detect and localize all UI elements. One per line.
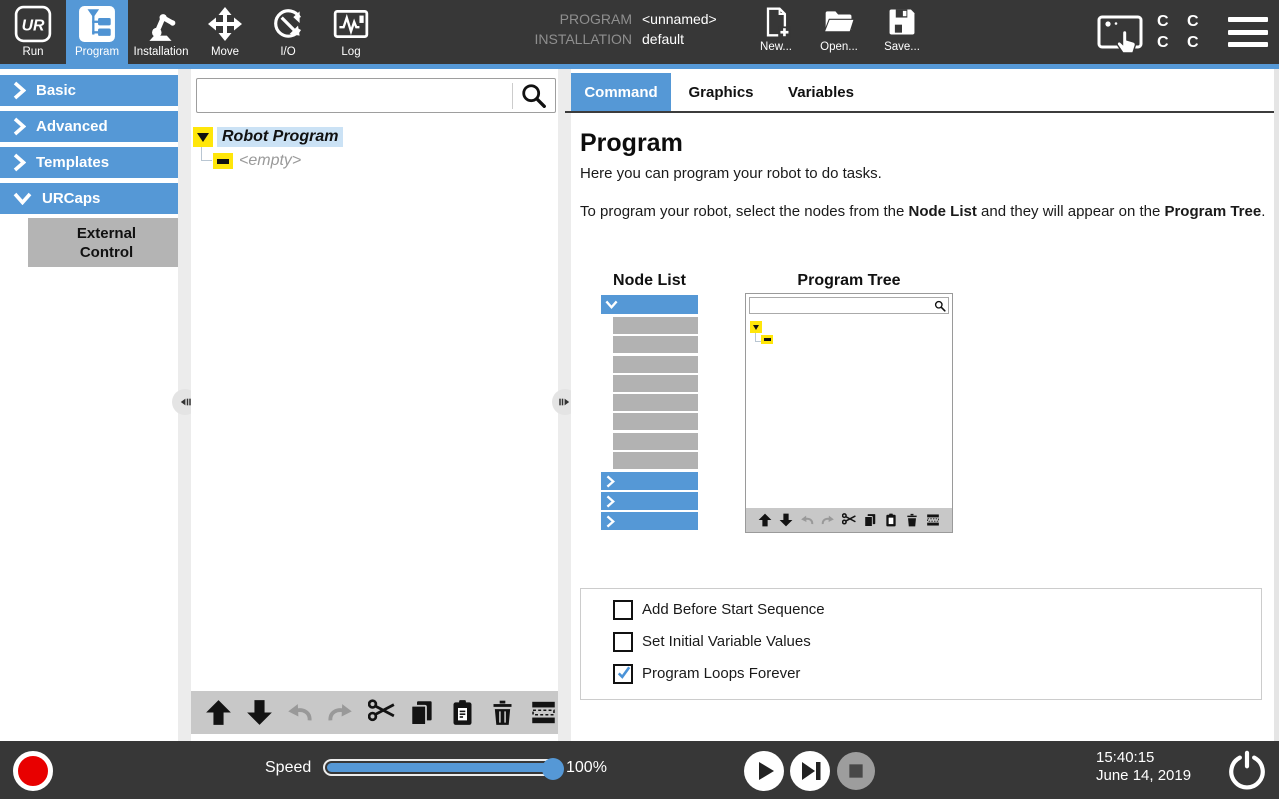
sidebar-item-templates[interactable] <box>0 147 183 178</box>
node-list-caption: Node List <box>613 272 686 289</box>
nav-run-label: Run <box>22 46 44 58</box>
undo-button <box>285 698 315 728</box>
chevron-down-icon <box>605 300 618 309</box>
shutdown-button[interactable] <box>1226 750 1268 792</box>
date-text: June 14, 2019 <box>1096 767 1192 784</box>
external-control-label: External Control <box>76 224 137 261</box>
illustration-node-row <box>613 336 698 353</box>
illustration-category-collapsed <box>601 512 698 530</box>
illustration-toolbar <box>746 508 952 532</box>
ur-logo-icon <box>14 3 52 45</box>
illustration-node-row <box>613 452 698 469</box>
program-search-box <box>196 78 556 113</box>
suppress-button[interactable] <box>529 698 559 728</box>
move-up-button[interactable] <box>204 698 234 728</box>
sidebar-basic-label: Basic <box>36 82 77 99</box>
checkbox-icon[interactable] <box>613 664 633 684</box>
open-folder-icon <box>823 6 855 38</box>
robot-arm-icon <box>142 3 180 45</box>
illustration-category-collapsed <box>601 492 698 510</box>
intro-text: Here you can program your robot to do tasks. <box>580 165 882 182</box>
illustration-node-row <box>613 317 698 334</box>
illustration-category-collapsed <box>601 472 698 490</box>
hamburger-menu-button[interactable] <box>1228 17 1268 47</box>
chevron-down-icon <box>13 192 32 205</box>
tree-node-empty[interactable] <box>213 153 301 169</box>
delete-button[interactable] <box>488 698 518 728</box>
node-list-ref: Node List <box>908 203 977 220</box>
move-down-icon <box>779 513 794 528</box>
checkbox-icon[interactable] <box>613 600 633 620</box>
checkbox-0[interactable]: Add Before Start Sequence <box>613 601 1261 618</box>
stop-icon <box>837 752 875 790</box>
program-search-input[interactable] <box>197 79 512 112</box>
save-floppy-icon <box>886 6 918 38</box>
chevron-right-icon <box>13 117 26 136</box>
open-button-label: Open... <box>820 41 858 53</box>
tab-command[interactable]: Command <box>571 73 671 111</box>
tree-empty-label: <empty> <box>239 152 302 169</box>
top-bar <box>0 0 1279 64</box>
delete-icon <box>905 513 920 528</box>
screen-hand-icon <box>1096 10 1146 54</box>
redo-icon <box>821 513 836 528</box>
checkbox-2[interactable]: Program Loops Forever <box>613 665 1261 682</box>
nav-log-label: Log <box>341 46 361 58</box>
suppress-icon <box>926 513 941 528</box>
stop-button <box>837 752 875 790</box>
tree-root-label: Robot Program <box>217 127 343 147</box>
chevron-right-icon <box>606 515 615 528</box>
move-down-button[interactable] <box>245 698 275 728</box>
program-icon <box>78 3 116 45</box>
paste-button[interactable] <box>447 698 477 728</box>
cc-row-1: C C <box>1157 13 1206 30</box>
tab-bar <box>571 73 871 111</box>
speed-slider[interactable] <box>323 759 557 776</box>
step-button[interactable] <box>790 751 830 791</box>
search-icon[interactable] <box>512 83 555 109</box>
program-tree-panel <box>191 69 558 741</box>
io-icon <box>269 3 307 45</box>
leaf-node-icon <box>213 153 233 169</box>
play-icon <box>744 751 784 791</box>
nav-program[interactable] <box>66 0 128 64</box>
illustration-leaf-node <box>761 335 773 344</box>
checkbox-1[interactable]: Set Initial Variable Values <box>613 633 1261 650</box>
sidebar-urcaps-label: URCaps <box>42 190 101 207</box>
program-tree-caption: Program Tree <box>797 272 901 289</box>
undo-icon <box>800 513 815 528</box>
nav-installation[interactable] <box>130 0 192 64</box>
speed-label: Speed <box>265 759 312 776</box>
page-title: Program <box>580 129 683 157</box>
tree-toolbar <box>191 691 558 734</box>
cc-indicator[interactable] <box>1157 11 1206 53</box>
touchscreen-keyboard-button[interactable] <box>1096 10 1146 54</box>
cc-row-2: C C <box>1157 34 1206 51</box>
paste-icon <box>884 513 899 528</box>
right-edge-strip <box>1274 69 1279 741</box>
open-program-button[interactable] <box>813 6 865 53</box>
nav-program-label: Program <box>74 46 120 58</box>
speed-slider-handle[interactable] <box>542 758 564 780</box>
program-key: PROGRAM <box>559 11 632 27</box>
installation-name: default <box>642 31 685 47</box>
sidebar-item-advanced[interactable] <box>0 111 183 142</box>
command-panel <box>571 69 1274 741</box>
chevron-right-icon <box>13 153 26 172</box>
search-icon <box>934 300 946 312</box>
tab-graphics[interactable]: Graphics <box>688 83 754 101</box>
copy-button[interactable] <box>407 698 437 728</box>
step-forward-icon <box>790 751 830 791</box>
sidebar-item-basic[interactable] <box>0 75 183 106</box>
log-icon <box>332 3 370 45</box>
node-category-sidebar <box>0 69 185 741</box>
power-icon <box>1226 750 1268 792</box>
new-program-button[interactable] <box>750 6 802 53</box>
cut-button[interactable] <box>366 698 396 728</box>
sidebar-advanced-label: Advanced <box>36 118 108 135</box>
time-text: 15:40:15 <box>1096 749 1155 766</box>
sidebar-templates-label: Templates <box>36 154 110 171</box>
svg-text:UR: UR <box>21 17 45 35</box>
node-list-illustration <box>601 295 698 525</box>
nav-move-label: Move <box>210 46 240 58</box>
initialize-robot-button[interactable] <box>13 751 53 791</box>
collapse-node-icon[interactable] <box>193 127 213 147</box>
save-program-button[interactable] <box>876 6 928 53</box>
new-button-label: New... <box>760 41 792 53</box>
clock <box>1096 749 1191 785</box>
tree-connector <box>201 147 212 161</box>
illustration-node-row <box>613 413 698 430</box>
move-up-icon <box>758 513 773 528</box>
file-info <box>520 11 717 47</box>
nav-io[interactable] <box>258 0 318 64</box>
illustration-root-node <box>750 321 762 333</box>
tab-variables[interactable]: Variables <box>788 83 854 101</box>
bottom-bar <box>0 741 1279 799</box>
cut-icon <box>842 513 857 528</box>
play-button[interactable] <box>744 751 784 791</box>
nav-io-label: I/O <box>280 46 296 58</box>
copy-icon <box>863 513 878 528</box>
cross-arrows-icon <box>207 3 243 45</box>
chevron-right-icon <box>606 495 615 508</box>
nav-run[interactable] <box>4 0 62 64</box>
chevron-right-icon <box>606 475 615 488</box>
checkbox-icon[interactable] <box>613 632 633 652</box>
nav-installation-label: Installation <box>133 46 189 58</box>
program-tree-illustration <box>745 293 953 533</box>
redo-button <box>326 698 356 728</box>
illustration-node-row <box>613 375 698 392</box>
chevron-right-icon <box>13 81 26 100</box>
save-button-label: Save... <box>884 41 920 53</box>
speed-value: 100% <box>566 759 607 776</box>
illustration-category-expanded <box>601 295 698 314</box>
illustration-search-box <box>749 297 949 314</box>
sidebar-item-urcaps[interactable] <box>0 183 183 214</box>
program-name: <unnamed> <box>642 11 717 27</box>
nav-move[interactable] <box>196 0 254 64</box>
illustration-node-row <box>613 433 698 450</box>
hamburger-icon <box>1228 17 1268 22</box>
program-tree-ref: Program Tree <box>1164 203 1262 220</box>
new-file-icon <box>760 6 792 38</box>
instruction-text: To program your robot, select the nodes from the Node List and they will appear on the Program Tree. <box>580 203 1266 220</box>
nav-log[interactable] <box>322 0 380 64</box>
tree-node-robot-program[interactable] <box>193 127 343 147</box>
installation-key: INSTALLATION <box>534 31 632 47</box>
program-options-group <box>580 588 1262 700</box>
tab-underline <box>565 111 1274 113</box>
speed-slider-fill <box>327 763 553 772</box>
sidebar-item-external-control[interactable] <box>28 218 185 267</box>
illustration-node-row <box>613 356 698 373</box>
illustration-node-row <box>613 394 698 411</box>
